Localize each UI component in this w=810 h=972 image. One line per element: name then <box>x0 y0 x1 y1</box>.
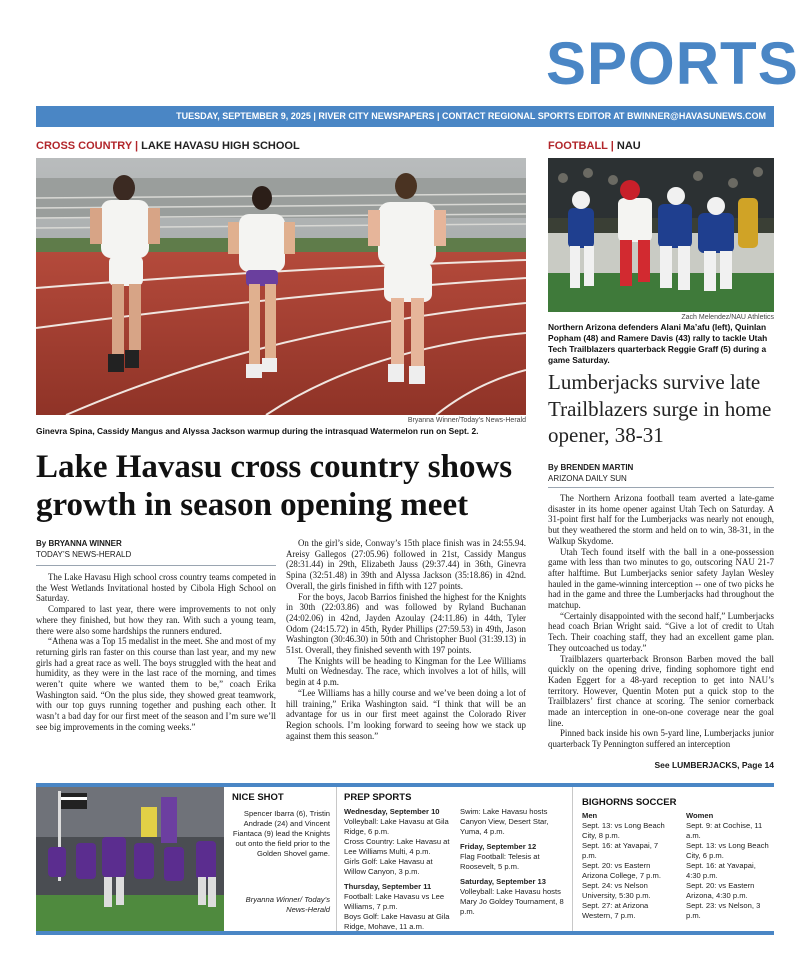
prep-event: Football: Lake Havasu vs Lee Williams, 7 p.m. <box>344 892 445 911</box>
paragraph: Utah Tech found itself with the ball in a one-possession game with less than two minutes to go, outscoring NAU 21-7 after halftime. But Lumberjacks senior safety Jaylan Wesley hauled in the game-winning interception -- one of two picks he had in the game and three the Lumberjacks had throughout the matchup. <box>548 546 774 611</box>
paragraph: On the girl’s side, Conway’s 15th place finish was in 24:55.94. Areisy Gallegos (27:05.96) followed in 21st, Cassidy Mangus (28:31.44) in 29th, Elizabeth Jauss (29:37.44) in 36th, Ginevra Spina (32:51.48) in 39th and Alyssa Jackson (35:18.86) in 42nd. Overall, the girls finished in fifth with 127 points. <box>286 538 526 591</box>
prep-event: Swim: Lake Havasu hosts Canyon View, Desert Star, Yuma, 4 p.m. <box>460 807 549 836</box>
xc-body-col1 <box>36 572 276 733</box>
schedule-item: Sept. 24: vs Nelson University, 5:30 p.m. <box>582 881 651 900</box>
bighorns-men-label: Men <box>582 811 598 820</box>
column-divider <box>572 787 573 931</box>
xc-subcategory: LAKE HAVASU HIGH SCHOOL <box>141 140 300 152</box>
bighorns-women-label: Women <box>686 811 714 820</box>
schedule-item: Sept. 23: vs Nelson, 3 p.m. <box>686 901 761 920</box>
schedule-item: Sept. 27: at Arizona Western, 7 p.m. <box>582 901 649 920</box>
schedule-item: Sept. 16: at Yavapai, 4:30 p.m. <box>686 861 756 880</box>
fb-headline: Lumberjacks survive late Trailblazers surge in home opener, 38-31 <box>548 370 772 447</box>
xc-byline <box>36 538 131 560</box>
nice-shot-credit: Bryanna Winner/ Today’s News-Herald <box>245 895 330 914</box>
paragraph: “Lee Williams has a hilly course and we’ve been doing a lot of hill training,” Erika Washington said. “I think that will be an advantage for us in our first meet against the Colorado River Region schools. I’m looking forward to seeing how we stack up against them this season.” <box>286 687 526 741</box>
paragraph: The Knights will be heading to Kingman for the Lee Williams Multi on Wednesday. The race, which involves a lot of hills, will begin at 4 p.m. <box>286 655 526 688</box>
nice-shot-title: NICE SHOT <box>232 792 284 803</box>
schedule-item: Sept. 9: at Cochise, 11 a.m. <box>686 821 763 840</box>
prep-event: Boys Golf: Lake Havasu at Gila Ridge, Mohave, 11 a.m. <box>344 912 450 931</box>
byline-divider <box>36 565 276 566</box>
xc-category: CROSS COUNTRY <box>36 140 132 152</box>
prep-event: Volleyball: Lake Havasu at Gila Ridge, 6 p.m. <box>344 817 449 836</box>
prep-col2 <box>460 807 566 917</box>
bighorns-title: BIGHORNS SOCCER <box>582 797 677 808</box>
bighorns-women <box>686 811 772 921</box>
xc-photo-credit: Bryanna Winner/Today’s News-Herald <box>407 417 526 424</box>
fb-byline-org: ARIZONA DAILY SUN <box>548 474 627 483</box>
fb-photo <box>548 158 774 312</box>
prep-event: Cross Country: Lake Havasu at Lee Williams Multi, 4 p.m. <box>344 837 450 856</box>
paragraph: “Certainly disappointed with the second half,” Lumberjacks head coach Brian Wright said. “Give a lot of credit to Utah Tech. Their coaching staff, they had an excellent game plan. They outcoached us today.” <box>548 610 774 653</box>
schedule-item: Sept. 20: vs Eastern Arizona College, 7 p.m. <box>582 861 661 880</box>
prep-day: Wednesday, September 10 <box>344 807 440 816</box>
paragraph: The Northern Arizona football team averted a late-game disaster in its home opener against Utah Tech on Saturday. A 31-point first half for the Lumberjacks was nearly not enough, but they weathered the storm and held on to win, 38-31, in the Walkup Skydome. <box>548 493 774 546</box>
prep-day: Friday, September 12 <box>460 842 537 851</box>
prep-day: Saturday, September 13 <box>460 877 546 886</box>
fb-see-page-link[interactable]: See LUMBERJACKS, Page 14 <box>654 760 774 770</box>
nice-shot-text: Spencer Ibarra (6), Tristin Andrade (24) and Vincent Fiantaca (9) lead the Knights out onto the field prior to the Golden Shovel game. <box>232 809 330 858</box>
nice-shot-photo <box>36 787 224 931</box>
prep-event: Volleyball: Lake Havasu hosts Mary Jo Goldey Tournament, 8 p.m. <box>460 887 564 916</box>
paragraph: The Lake Havasu High school cross country teams competed in the West Wetlands Invitational hosted by Cibola High School on Saturday. <box>36 572 276 604</box>
fb-body <box>548 493 774 752</box>
paragraph: Trailblazers quarterback Bronson Barben moved the ball quickly on the opening drive, finding sophomore tight end Kaden Eggert for a 48-yard reception to get into NAU’s territory. However, Quentin Moten put a quick stop to the Trailblazers’ first chance at scoring. The senior cornerback made an interception in one-on-one coverage near the goal line. <box>548 653 774 728</box>
prep-day: Thursday, September 11 <box>344 882 432 891</box>
prep-sports-title: PREP SPORTS <box>344 792 412 803</box>
masthead-title: SPORTS <box>546 30 799 97</box>
paragraph: Pinned back inside his own 5-yard line, Lumberjacks junior quarterback Ty Pennington suffered an interception <box>548 728 774 750</box>
bighorns-men <box>582 811 672 921</box>
xc-body-col2 <box>286 538 526 741</box>
paragraph: Compared to last year, there were improvements to not only where they finished, but how they ran. With such a young team, there were also some hardships the runners endured. <box>36 604 276 636</box>
fb-byline <box>548 462 633 484</box>
prep-event: Girls Golf: Lake Havasu at Willow Canyon, 3 p.m. <box>344 857 433 876</box>
paragraph: For the boys, Jacob Barrios finished the highest for the Knights in 30th (22:03.86) and was followed by Ryland Buchanan (24:02.06) in 42nd, Jayden Azoulay (24:11.86) in 44th, Tyler Odom (24:15.72) in 45th, Ryder Phillips (27:59.53) in 49th, Jason Washington (30:46.30) in 50th and Christopher Buol (31:39.13) in 51st. Overall, they finished seventh with 197 points. <box>286 591 526 656</box>
schedule-item: Sept. 13: vs Long Beach City, 8 p.m. <box>582 821 665 840</box>
schedule-item: Sept. 20: vs Eastern Arizona, 4:30 p.m. <box>686 881 755 900</box>
xc-headline: Lake Havasu cross country shows growth in season opening meet <box>36 449 513 523</box>
fb-byline-name: By BRENDEN MARTIN <box>548 463 634 472</box>
paragraph: “Athena was a Top 15 medalist in the meet. She and most of my returning girls ran faster on this course than last year, and my new girls had a great race as well. The boys struggled with the heat and humidity, as they were in the last race of the morning, and times weren’t quite where we wanted them to be,” coach Erika Washington said. “On the plus side, they showed great teamwork, with our top guys running together and pushing each other. It wasn’t a bad day for our first meet of the season and I’m sure we’ll see big improvements in the coming weeks.” <box>36 636 276 732</box>
schedule-item: Sept. 13: vs Long Beach City, 6 p.m. <box>686 841 769 860</box>
bottom-strip <box>36 783 774 935</box>
date-bar: TUESDAY, SEPTEMBER 9, 2025 | RIVER CITY NEWSPAPERS | CONTACT REGIONAL SPORTS EDITOR AT BWINNER@HAVASUNEWS.COM <box>36 106 774 127</box>
fb-photo-caption: Northern Arizona defenders Alani Ma’afu (left), Quinlan Popham (48) and Ramere Davis (43) rally to tackle Utah Tech Trailblazers quarterback Reggie Graff (5) during a game Saturday. <box>548 322 768 365</box>
fb-category: FOOTBALL <box>548 140 608 152</box>
fb-subcategory: NAU <box>616 140 641 152</box>
schedule-item: Sept. 16: at Yavapai, 7 p.m. <box>582 841 659 860</box>
fb-photo-credit: Zach Melendez/NAU Athletics <box>681 314 774 321</box>
byline-divider <box>548 487 774 488</box>
xc-photo-caption: Ginevra Spina, Cassidy Mangus and Alyssa Jackson warmup during the intrasquad Watermelon run on Sept. 2. <box>36 426 479 436</box>
fb-section-head: FOOTBALL | NAU <box>548 140 641 152</box>
xc-byline-name: By BRYANNA WINNER <box>36 539 122 548</box>
xc-byline-org: TODAY’S NEWS-HERALD <box>36 550 132 559</box>
prep-event: Flag Football: Telesis at Roosevelt, 5 p.m. <box>460 852 540 871</box>
xc-section-head: CROSS COUNTRY | LAKE HAVASU HIGH SCHOOL <box>36 140 300 152</box>
prep-col1 <box>344 807 454 932</box>
column-divider <box>336 787 337 931</box>
xc-photo <box>36 158 526 415</box>
